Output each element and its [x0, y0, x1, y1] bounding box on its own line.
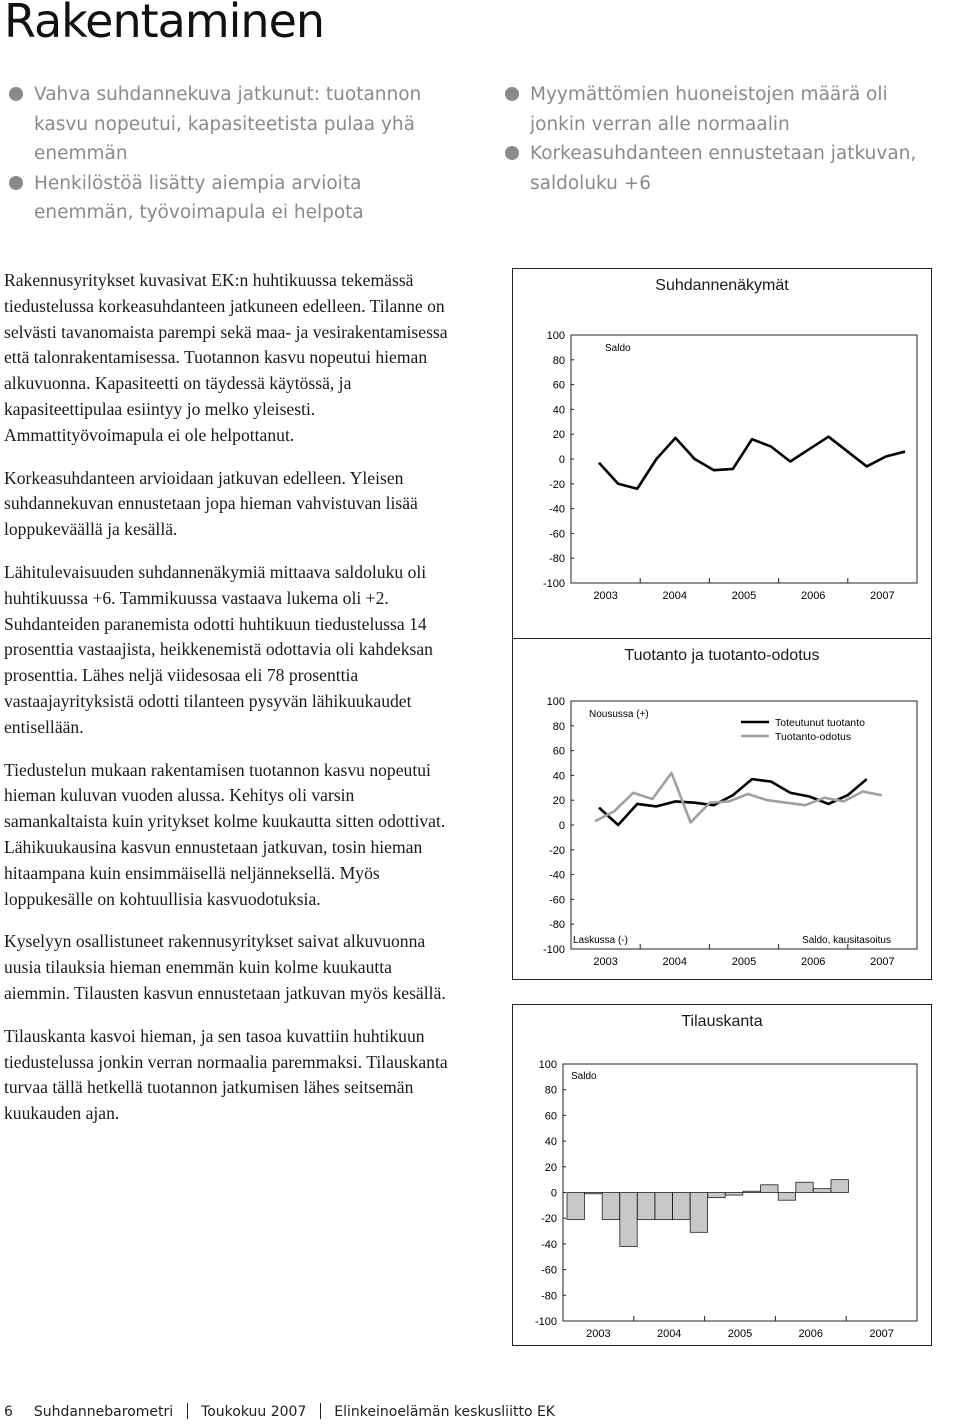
- y-tick-label: 40: [544, 1136, 557, 1149]
- y-tick-label: 100: [546, 330, 565, 342]
- y-tick-label: 20: [552, 429, 565, 442]
- y-tick-label: 60: [544, 1110, 557, 1123]
- article-body: [4, 268, 462, 1144]
- annotation-label: Saldo: [605, 343, 631, 354]
- publisher-name: Elinkeinoelämän keskusliitto EK: [334, 1404, 555, 1420]
- publication-issue: Toukokuu 2007: [201, 1404, 307, 1420]
- summary-bullet-text: Vahva suhdannekuva jatkunut: tuotannon kasvu nopeutui, kapasiteetista pulaa yhä enemmän: [34, 84, 422, 164]
- y-tick-label: -20: [541, 1213, 557, 1226]
- y-tick-label: -60: [549, 894, 565, 907]
- summary-bullet: [502, 80, 942, 139]
- page-title: Rakentaminen: [4, 0, 325, 48]
- y-tick-label: 0: [558, 454, 565, 466]
- x-year-label: 2005: [731, 956, 757, 968]
- y-tick-label: 40: [552, 404, 565, 417]
- x-year-label: 2003: [586, 1328, 611, 1340]
- y-tick-label: -60: [549, 528, 565, 541]
- y-tick-label: 80: [544, 1084, 557, 1097]
- bar: [585, 1193, 602, 1194]
- article-paragraph: Tilauskanta kasvoi hieman, ja sen tasoa kuvattiin huhtikuun tiedustelussa jonkin verran normaalia paremmaksi. Tilauskanta turvaa tällä hetkellä tuotannon jatkumisen lähes seitsemän kuukauden ajan.: [4, 1025, 448, 1124]
- article-paragraph: Rakennusyritykset kuvasivat EK:n huhtikuussa tekemässä tiedustelussa korkeasuhdanteen jatkuneen edelleen. Tilanne on selvästi tavanomaista parempi sekä maa- ja vesirakentamisessa että talonrakentamisessa. Tuotannon kasvu nopeutui hieman alkuvuonna. Kapasiteetti on täydessä käytössä, ja kapasiteettipulaa esiintyy jo melko yleisesti. Ammattityövoimapula ei ole helpottanut.: [4, 270, 448, 445]
- bar: [602, 1193, 619, 1220]
- page-footer: [4, 1403, 555, 1420]
- x-year-label: 2007: [869, 1328, 894, 1340]
- x-year-label: 2007: [870, 590, 895, 602]
- x-year-label: 2003: [593, 956, 618, 968]
- bar: [743, 1191, 760, 1192]
- y-tick-label: 40: [552, 770, 565, 783]
- chart-svg: [513, 1005, 931, 1345]
- summary-bullets-right: [502, 80, 942, 198]
- x-year-label: 2005: [727, 1328, 753, 1340]
- x-year-label: 2004: [662, 956, 688, 968]
- bar: [708, 1193, 725, 1198]
- summary-bullet-text: Myymättömien huoneistojen määrä oli jonkin verran alle normaalin: [530, 84, 888, 135]
- y-tick-label: 80: [552, 354, 565, 367]
- y-tick-label: -40: [549, 869, 565, 882]
- summary-bullets-left: [6, 80, 426, 228]
- footer-divider: [320, 1403, 321, 1419]
- plot-frame: [571, 335, 917, 583]
- y-tick-label: 60: [552, 745, 565, 758]
- chart-panel-suhdannenakymat: [512, 268, 932, 646]
- summary-bullet-text: Henkilöstöä lisätty aiempia arvioita enemmän, työvoimapula ei helpota: [34, 172, 364, 223]
- y-tick-label: 0: [550, 1187, 557, 1200]
- x-year-label: 2005: [731, 590, 757, 602]
- series-line: [595, 773, 882, 823]
- y-tick-label: 100: [538, 1059, 557, 1071]
- annotation-label: Saldo, kausitasoitus: [802, 935, 891, 946]
- chart-panel-tilauskanta: [512, 1004, 932, 1346]
- x-year-label: 2004: [662, 590, 688, 602]
- summary-bullet: [6, 169, 426, 228]
- series-line: [599, 437, 905, 489]
- bar: [831, 1180, 848, 1193]
- y-tick-label: -80: [549, 919, 565, 932]
- bar: [620, 1193, 637, 1247]
- series-line: [599, 779, 867, 825]
- annotation-label: Nousussa (+): [589, 709, 649, 720]
- bullet-dot-icon: [9, 87, 23, 101]
- legend-label: Tuotanto-odotus: [775, 731, 852, 743]
- x-year-label: 2006: [800, 956, 826, 968]
- bar: [655, 1193, 672, 1220]
- bar: [761, 1185, 778, 1193]
- x-year-label: 2006: [798, 1328, 824, 1340]
- bar: [637, 1193, 654, 1220]
- y-tick-label: 80: [552, 720, 565, 733]
- y-tick-label: -100: [542, 944, 565, 956]
- y-tick-label: -60: [541, 1264, 557, 1277]
- chart-svg: [513, 639, 931, 979]
- chart-svg: [513, 269, 931, 645]
- bullet-dot-icon: [505, 87, 519, 101]
- y-tick-label: 100: [546, 696, 565, 708]
- legend-label: Toteutunut tuotanto: [775, 717, 865, 729]
- bullet-dot-icon: [505, 146, 519, 160]
- summary-bullet: [6, 80, 426, 169]
- article-paragraph: Tiedustelun mukaan rakentamisen tuotannon kasvu nopeutui hieman kuluvan vuoden alussa. Kehitys oli varsin samankaltaista kuin yritykset kolme kuukautta sitten odottivat. Lähikuukausina kasvun ennustetaan jatkuvan, tosin hieman hitaampana kuin ensimmäisellä neljänneksellä. Myös loppukesälle on kohtuullisia kasvuodotuksia.: [4, 759, 446, 909]
- bullet-dot-icon: [9, 176, 23, 190]
- bar: [690, 1193, 707, 1233]
- publication-name: Suhdannebarometri: [33, 1404, 174, 1420]
- bar: [673, 1193, 690, 1220]
- y-tick-label: -80: [541, 1290, 557, 1303]
- y-tick-label: 20: [552, 795, 565, 808]
- bar: [725, 1193, 742, 1196]
- bar: [813, 1189, 830, 1193]
- article-paragraph: Kyselyyn osallistuneet rakennusyritykset saivat alkuvuonna uusia tilauksia hieman enemmän kuin kolme kuukautta aiemmin. Tilausten kasvun ennustetaan jatkuvan myös kesällä.: [4, 931, 446, 1003]
- summary-bullet-text: Korkeasuhdanteen ennustetaan jatkuvan, saldoluku +6: [530, 143, 917, 194]
- article-paragraph: Lähitulevaisuuden suhdannenäkymiä mittaava saldoluku oli huhtikuussa +6. Tammikuussa vastaava lukema oli +2. Suhdanteiden paranemista odotti huhtikuun tiedustelussa 14 prosenttia vastaajista, heikkenemistä odottavia oli kahdeksan prosenttia. Lähes neljä viidesosaa eli 78 prosenttia vastaajayrityksistä odotti tilanteen pysyvän lähikuukaudet entisellään.: [4, 561, 433, 737]
- x-year-label: 2003: [593, 590, 618, 602]
- page-number: 6: [4, 1404, 13, 1420]
- annotation-label: Laskussa (-): [573, 935, 629, 946]
- footer-divider: [187, 1403, 188, 1419]
- bar: [778, 1193, 795, 1201]
- x-year-label: 2004: [656, 1328, 682, 1340]
- x-year-label: 2007: [870, 956, 895, 968]
- chart-title: Tuotanto ja tuotanto-odotus: [624, 647, 820, 664]
- y-tick-label: -20: [549, 478, 565, 491]
- y-tick-label: -40: [541, 1238, 557, 1251]
- annotation-label: Saldo: [571, 1071, 597, 1082]
- chart-title: Tilauskanta: [681, 1013, 763, 1030]
- y-tick-label: 60: [552, 379, 565, 392]
- summary-bullet: [502, 139, 942, 198]
- plot-frame: [571, 701, 917, 949]
- x-year-label: 2006: [800, 590, 826, 602]
- chart-title: Suhdannenäkymät: [655, 277, 789, 294]
- y-tick-label: -100: [534, 1316, 557, 1328]
- y-tick-label: -100: [542, 578, 565, 590]
- article-paragraph: Korkeasuhdanteen arvioidaan jatkuvan edelleen. Yleisen suhdannekuvan ennustetaan jopa hieman vahvistuvan lisää loppukeväällä ja kesällä.: [4, 467, 418, 540]
- y-tick-label: 0: [558, 820, 565, 832]
- y-tick-label: -40: [549, 503, 565, 516]
- bar: [567, 1193, 584, 1220]
- y-tick-label: 20: [544, 1161, 557, 1174]
- y-tick-label: -20: [549, 844, 565, 857]
- bar: [796, 1182, 813, 1192]
- y-tick-label: -80: [549, 553, 565, 566]
- chart-panel-tuotanto: [512, 638, 932, 980]
